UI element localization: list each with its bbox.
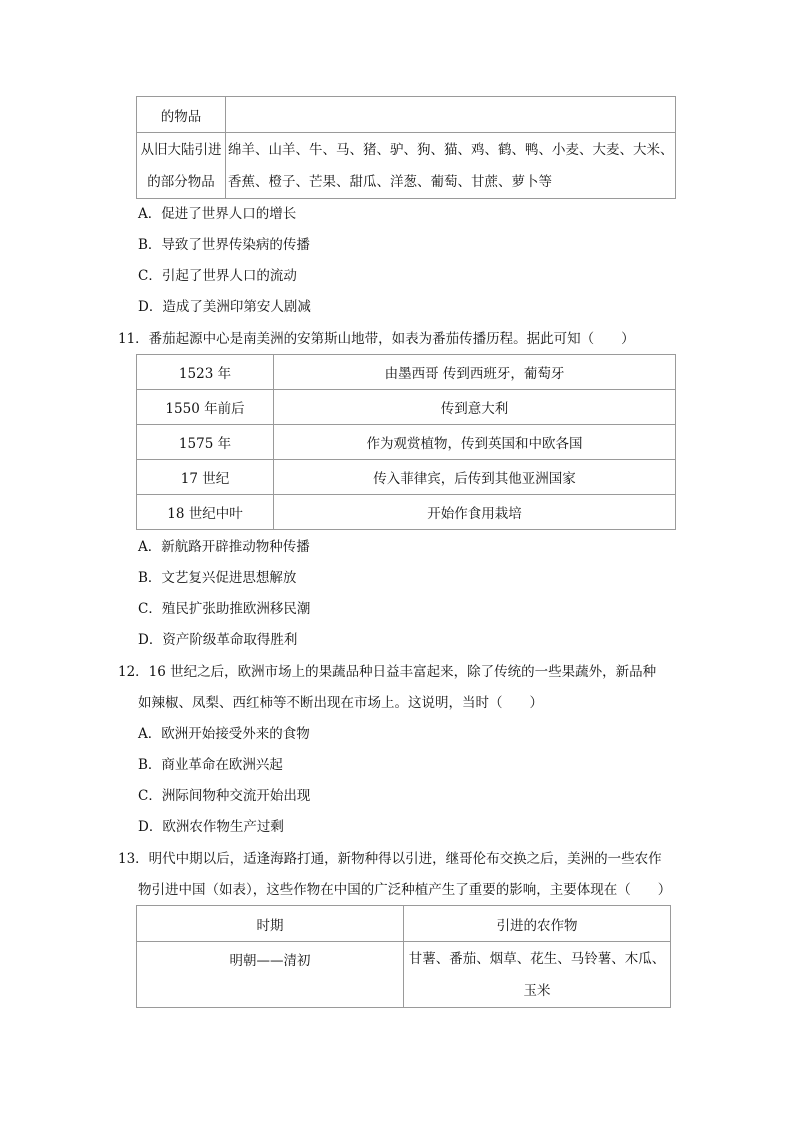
q10-option-b[interactable]: B．导致了世界传染病的传播 bbox=[138, 237, 310, 253]
q12-option-a[interactable]: A．欧洲开始接受外来的食物 bbox=[138, 726, 310, 742]
crops-table bbox=[136, 905, 671, 1008]
q12-option-b[interactable]: B．商业革命在欧洲兴起 bbox=[138, 757, 283, 773]
table-row-time: 17 世纪 bbox=[137, 460, 274, 495]
table-row-event: 传到意大利 bbox=[274, 390, 676, 425]
q13-stem-line1: 13．明代中期以后，适逢海路打通，新物种得以引进，继哥伦布交换之后，美洲的一些农作 bbox=[118, 851, 662, 867]
table-row-event: 开始作食用栽培 bbox=[274, 495, 676, 530]
table-row-crops bbox=[404, 942, 671, 1008]
q11-option-c[interactable]: C．殖民扩张助推欧洲移民潮 bbox=[138, 601, 311, 617]
table1-row2-label-line1: 从旧大陆引进 bbox=[140, 141, 222, 158]
q10-option-d[interactable]: D．造成了美洲印第安人剧减 bbox=[138, 299, 311, 315]
q12-option-d[interactable]: D．欧洲农作物生产过剩 bbox=[138, 819, 284, 835]
table1-label-cell bbox=[137, 133, 226, 199]
table-row-time: 18 世纪中叶 bbox=[137, 495, 274, 530]
table-row-period: 明朝——清初 bbox=[137, 942, 404, 1008]
q11-option-b[interactable]: B．文艺复兴促进思想解放 bbox=[138, 570, 297, 586]
table-row-event: 传入菲律宾，后传到其他亚洲国家 bbox=[274, 460, 676, 495]
q11-option-a[interactable]: A．新航路开辟推动物种传播 bbox=[138, 539, 310, 555]
q11-stem: 11．番茄起源中心是南美洲的安第斯山地带，如表为番茄传播历程。据此可知（ ） bbox=[118, 331, 635, 347]
table1-row2-value-line1: 绵羊、山羊、牛、马、猪、驴、狗、猫、鸡、鹤、鸭、小麦、大麦、大米、 bbox=[228, 141, 674, 158]
table1-label-cell bbox=[137, 97, 226, 133]
crops-line1: 甘薯、番茄、烟草、花生、马铃薯、木瓜、 bbox=[408, 950, 666, 967]
table-row-time: 1550 年前后 bbox=[137, 390, 274, 425]
table-row-event: 作为观赏植物，传到英国和中欧各国 bbox=[274, 425, 676, 460]
q12-option-c[interactable]: C．洲际间物种交流开始出现 bbox=[138, 788, 311, 804]
q12-stem-line1: 12．16 世纪之后，欧洲市场上的果蔬品种日益丰富起来，除了传统的一些果蔬外，新品种 bbox=[118, 664, 657, 680]
table-row-time: 1575 年 bbox=[137, 425, 274, 460]
q10-option-c[interactable]: C．引起了世界人口的流动 bbox=[138, 268, 297, 284]
q10-option-a[interactable]: A．促进了世界人口的增长 bbox=[138, 206, 297, 222]
q12-stem-line2: 如辣椒、凤梨、西红柿等不断出现在市场上。这说明，当时（ ） bbox=[138, 695, 543, 711]
table1-value-cell bbox=[226, 133, 676, 199]
table-row-event: 由墨西哥 传到西班牙，葡萄牙 bbox=[274, 355, 676, 390]
table-row-time: 1523 年 bbox=[137, 355, 274, 390]
tomato-spread-table bbox=[136, 354, 676, 530]
q13-stem-line2: 物引进中国（如表），这些作物在中国的广泛种植产生了重要的影响，主要体现在（ ） bbox=[138, 882, 672, 898]
table1-row2-label-line2: 的部分物品 bbox=[147, 173, 215, 190]
q11-option-d[interactable]: D．资产阶级革命取得胜利 bbox=[138, 632, 298, 648]
table-header-crops: 引进的农作物 bbox=[404, 906, 671, 942]
imported-goods-table bbox=[136, 96, 676, 199]
crops-line2: 玉米 bbox=[523, 982, 551, 999]
table1-row2-value-line2: 香蕉、橙子、芒果、甜瓜、洋葱、葡萄、甘蔗、萝卜等 bbox=[228, 173, 552, 190]
table1-value-cell bbox=[226, 97, 676, 133]
table1-row1-label: 的物品 bbox=[160, 108, 202, 125]
table-header-period: 时期 bbox=[137, 906, 404, 942]
